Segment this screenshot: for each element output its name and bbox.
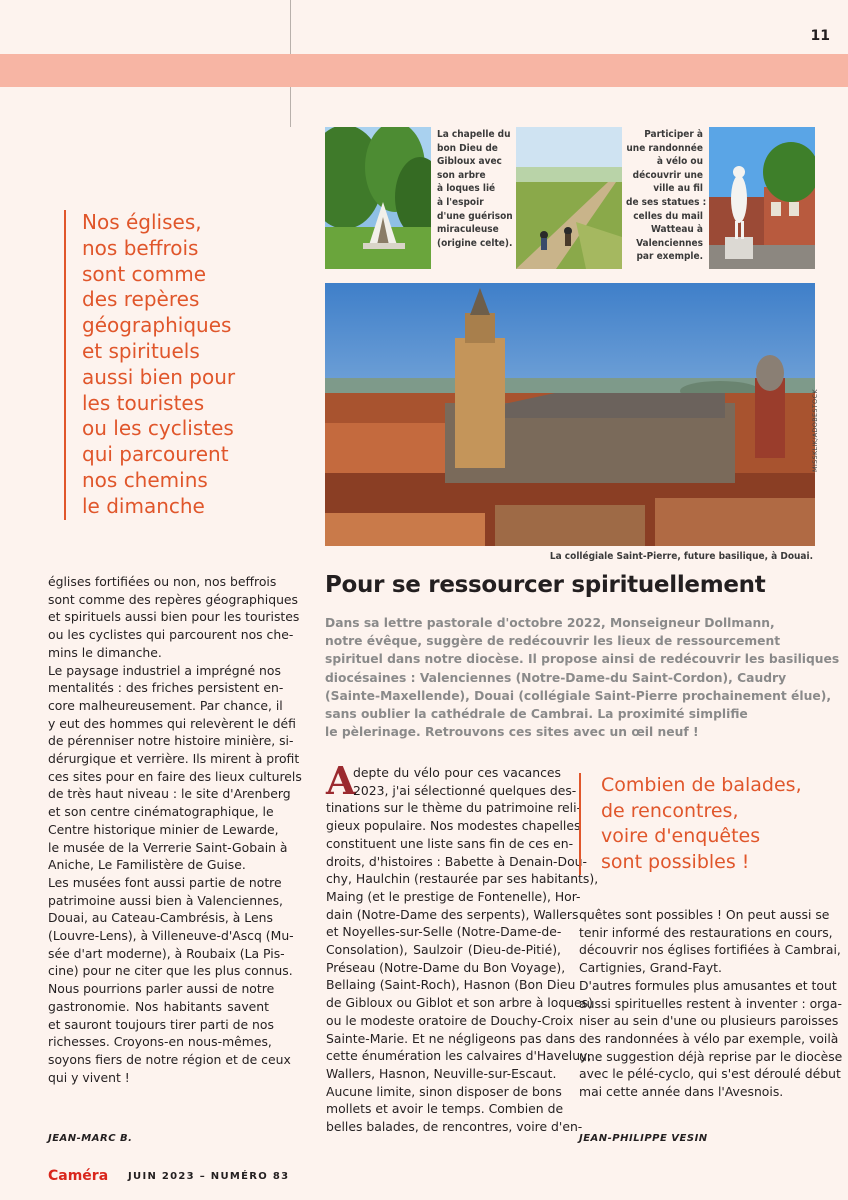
pull-quote-line: voire d'enquêtes bbox=[601, 825, 761, 847]
page-number: 11 bbox=[810, 28, 830, 44]
text-line: Centre historique minier de Lewarde, bbox=[48, 821, 279, 837]
text-line: et sauront toujours tirer parti de nos bbox=[48, 1016, 274, 1032]
intro-line: (Sainte-Maxellende), Douai (collégiale Saint-Pierre prochainement élue), bbox=[325, 688, 831, 703]
caption-line: Participer à bbox=[644, 129, 703, 140]
pull-quote-line: Combien de balades, bbox=[601, 774, 802, 796]
text-line: patrimoine aussi bien à Valenciennes, bbox=[48, 892, 283, 908]
pull-quote-right bbox=[579, 773, 831, 875]
pull-quote-left bbox=[64, 210, 272, 520]
caption-line: à l'espoir bbox=[437, 196, 484, 208]
text-line: soyons fiers de notre région et de ceux bbox=[48, 1051, 291, 1067]
text-line: belles balades, de rencontres, voire d'en- bbox=[326, 1119, 583, 1135]
text-line: dain (Notre-Dame des serpents), Wallers bbox=[326, 906, 579, 922]
text-line: niser au sein d'une ou plusieurs paroisses bbox=[579, 1013, 839, 1029]
pull-quote-line: qui parcourent bbox=[82, 442, 229, 467]
pull-quote-line: et spirituels bbox=[82, 338, 200, 363]
caption-line: La chapelle du bbox=[437, 129, 511, 140]
pull-quote-line: géographiques bbox=[82, 313, 232, 338]
text-line: églises fortifiées ou non, nos beffrois bbox=[48, 574, 277, 589]
intro-line: sans oublier la cathédrale de Cambrai. La proximité simplifie bbox=[325, 707, 748, 722]
text-line: Wallers, Hasnon, Neuville-sur-Escaut. bbox=[326, 1065, 557, 1081]
pull-quote-line: nos beffrois bbox=[82, 235, 199, 260]
text-line: Cartignies, Grand-Fayt. bbox=[579, 960, 722, 976]
signature-right: JEAN-PHILIPPE VESIN bbox=[579, 1133, 708, 1144]
text-line: tenir informé des restaurations en cours, bbox=[579, 924, 833, 940]
text-line: cette énumération les calvaires d'Haveluy, bbox=[326, 1048, 592, 1064]
caption-line: bon Dieu de bbox=[437, 142, 498, 154]
text-line: (Louvre-Lens), à Villeneuve-d'Ascq (Mu- bbox=[48, 928, 294, 944]
text-line: core malheureusement. Par chance, il bbox=[48, 697, 283, 713]
caption-line: celles du mail bbox=[633, 210, 703, 222]
text-line: Le paysage industriel a imprégné nos bbox=[48, 662, 281, 678]
text-line: Aucune limite, sinon disposer de bons bbox=[326, 1083, 562, 1099]
magazine-logo: Caméra bbox=[48, 1168, 109, 1184]
text-line: constituent une liste sans fin de ces en- bbox=[326, 835, 574, 851]
pull-quote-line: sont comme bbox=[82, 261, 207, 286]
text-line: le musée de la Verrerie Saint-Gobain à bbox=[48, 839, 288, 855]
text-line: une suggestion déjà reprise par le diocèse bbox=[579, 1048, 843, 1064]
right-column bbox=[579, 906, 843, 1101]
fold-line bbox=[290, 0, 291, 54]
text-line: 2023, j'ai sélectionné quelques des- bbox=[353, 782, 577, 798]
text-line: D'autres formules plus amusantes et tout bbox=[579, 977, 837, 993]
text-line: avec le pélé-cyclo, qui s'est déroulé début bbox=[579, 1066, 841, 1082]
text-line: gieux populaire. Nos modestes chapelles bbox=[326, 818, 581, 834]
text-line: de Gibloux ou Giblot et son arbre à loques) bbox=[326, 995, 593, 1011]
article-intro bbox=[325, 614, 840, 741]
caption-line: de ses statues : bbox=[626, 196, 707, 208]
caption-line: Gibloux avec bbox=[437, 156, 502, 168]
caption-line: d'une guérison bbox=[437, 210, 513, 222]
text-line: richesses. Croyons-en nous-mêmes, bbox=[48, 1034, 272, 1050]
caption-line: (origine celte). bbox=[437, 237, 513, 249]
hike-caption bbox=[626, 128, 707, 264]
pull-quote-line: aussi bien pour bbox=[82, 364, 236, 389]
pull-quote-line: des repères bbox=[82, 287, 200, 312]
text-line: sée d'art moderne), à Roubaix (La Pis- bbox=[48, 945, 285, 961]
text-line: Bellaing (Saint-Roch), Hasnon (Bon Dieu bbox=[326, 977, 576, 993]
intro-line: notre évêque, suggère de redécouvrir les lieux de ressourcement bbox=[325, 634, 781, 649]
middle-column bbox=[326, 758, 599, 1136]
drop-cap: A bbox=[326, 758, 356, 803]
text-line: depte du vélo pour ces vacances bbox=[353, 765, 561, 780]
issue-info: JUIN 2023 – NUMÉRO 83 bbox=[128, 1171, 290, 1182]
text-line: sont comme des repères géographiques bbox=[48, 591, 299, 607]
collegiale-photo bbox=[325, 283, 815, 546]
text-line: mentalités : des friches persistent en- bbox=[48, 680, 284, 696]
text-line: Aniche, Le Familistère de Guise. bbox=[48, 857, 246, 873]
text-line: tinations sur le thème du patrimoine reli- bbox=[326, 800, 582, 816]
intro-line: diocésaines : Valenciennes (Notre-Dame-du Saint-Cordon), Caudry bbox=[325, 670, 787, 685]
text-line: gastronomie. Nos habitants savent bbox=[48, 998, 269, 1014]
text-line: ou le modeste oratoire de Douchy-Croix bbox=[326, 1012, 574, 1028]
chapel-caption bbox=[437, 128, 517, 250]
pull-quote-line: de rencontres, bbox=[601, 799, 739, 822]
chapel-photo bbox=[325, 127, 431, 269]
text-line: découvrir nos églises fortifiées à Cambrai, bbox=[579, 942, 841, 958]
caption-line: par exemple. bbox=[636, 251, 703, 263]
text-line: Maing (et le prestige de Fontenelle), Hor- bbox=[326, 888, 581, 904]
caption-line: ville au fil bbox=[653, 183, 703, 195]
text-line: de très haut niveau : le site d'Arenberg bbox=[48, 786, 291, 802]
article-title: Pour se ressourcer spirituellement bbox=[325, 572, 766, 598]
caption-line: Watteau à bbox=[650, 224, 703, 236]
text-line: ou les cyclistes qui parcourent nos che- bbox=[48, 627, 294, 643]
text-line: Nous pourrions parler aussi de notre bbox=[48, 981, 275, 997]
intro-line: Dans sa lettre pastorale d'octobre 2022, Monseigneur Dollmann, bbox=[325, 616, 775, 630]
text-line: ces sites pour en faire des lieux culturels bbox=[48, 768, 302, 784]
text-line: et Noyelles-sur-Selle (Notre-Dame-de- bbox=[326, 924, 562, 940]
text-line: mollets et avoir le temps. Combien de bbox=[326, 1101, 564, 1117]
pull-quote-line: les touristes bbox=[82, 390, 205, 415]
text-line: mins le dimanche. bbox=[48, 644, 162, 660]
intro-line: le pèlerinage. Retrouvons ces sites avec un œil neuf ! bbox=[325, 725, 699, 740]
text-line: cine) pour ne citer que les plus connus. bbox=[48, 963, 293, 979]
pull-quote-line: nos chemins bbox=[82, 467, 208, 492]
fold-line bbox=[290, 87, 291, 127]
text-line: mai cette année dans l'Avesnois. bbox=[579, 1084, 784, 1100]
text-line: aussi spirituelles restent à inventer : orga- bbox=[579, 995, 842, 1011]
caption-line: Valenciennes bbox=[636, 237, 703, 249]
text-line: chy, Haulchin (restaurée par ses habitants), bbox=[326, 871, 599, 887]
text-line: et son centre cinématographique, le bbox=[48, 804, 274, 820]
header-band bbox=[0, 54, 848, 87]
pull-quote-line: ou les cyclistes bbox=[82, 416, 234, 441]
text-line: Préseau (Notre-Dame du Bon Voyage), bbox=[326, 959, 566, 975]
caption-line: son arbre bbox=[437, 169, 486, 181]
text-line: dérurgique et verrière. Ils mirent à profit bbox=[48, 751, 300, 767]
left-column bbox=[48, 573, 302, 1086]
text-line: Douai, au Cateau-Cambrésis, à Lens bbox=[48, 910, 273, 926]
text-line: Sainte-Marie. Et ne négligeons pas dans bbox=[326, 1030, 576, 1046]
caption-line: découvrir une bbox=[632, 169, 703, 181]
pull-quote-line: sont possibles ! bbox=[601, 850, 750, 873]
caption-line: une randonnée bbox=[626, 142, 703, 154]
text-line: des randonnées à vélo par exemple, voilà bbox=[579, 1030, 839, 1046]
text-line: droits, d'histoires : Babette à Denain-Dou- bbox=[326, 853, 587, 869]
caption-line: miraculeuse bbox=[437, 224, 499, 236]
text-line: et spirituels aussi bien pour les touristes bbox=[48, 609, 300, 625]
text-line: Consolation), Saulzoir (Dieu-de-Pitié), bbox=[326, 942, 561, 958]
intro-line: spirituel dans notre diocèse. Il propose ainsi de redécouvrir les basiliques bbox=[325, 652, 840, 667]
text-line: y eut des hommes qui relevèrent le défi bbox=[48, 715, 296, 731]
signature-left: JEAN-MARC B. bbox=[48, 1133, 133, 1144]
text-line: quêtes sont possibles ! On peut aussi se bbox=[579, 907, 830, 922]
caption-line: à loques lié bbox=[437, 183, 496, 195]
pull-quote-line: le dimanche bbox=[82, 493, 205, 518]
statue-photo bbox=[709, 127, 815, 269]
text-line: qui y vivent ! bbox=[48, 1069, 130, 1085]
text-line: de pérenniser notre histoire minière, si- bbox=[48, 733, 294, 749]
text-line: Les musées font aussi partie de notre bbox=[48, 874, 282, 890]
pull-quote-line: Nos églises, bbox=[82, 210, 202, 234]
cyclists-photo bbox=[516, 127, 622, 269]
main-caption: La collégiale Saint-Pierre, future basilique, à Douai. bbox=[549, 551, 813, 562]
caption-line: à vélo ou bbox=[656, 156, 703, 168]
photo-credit: MISSKLIK/ADOBESTOCK bbox=[811, 389, 819, 472]
